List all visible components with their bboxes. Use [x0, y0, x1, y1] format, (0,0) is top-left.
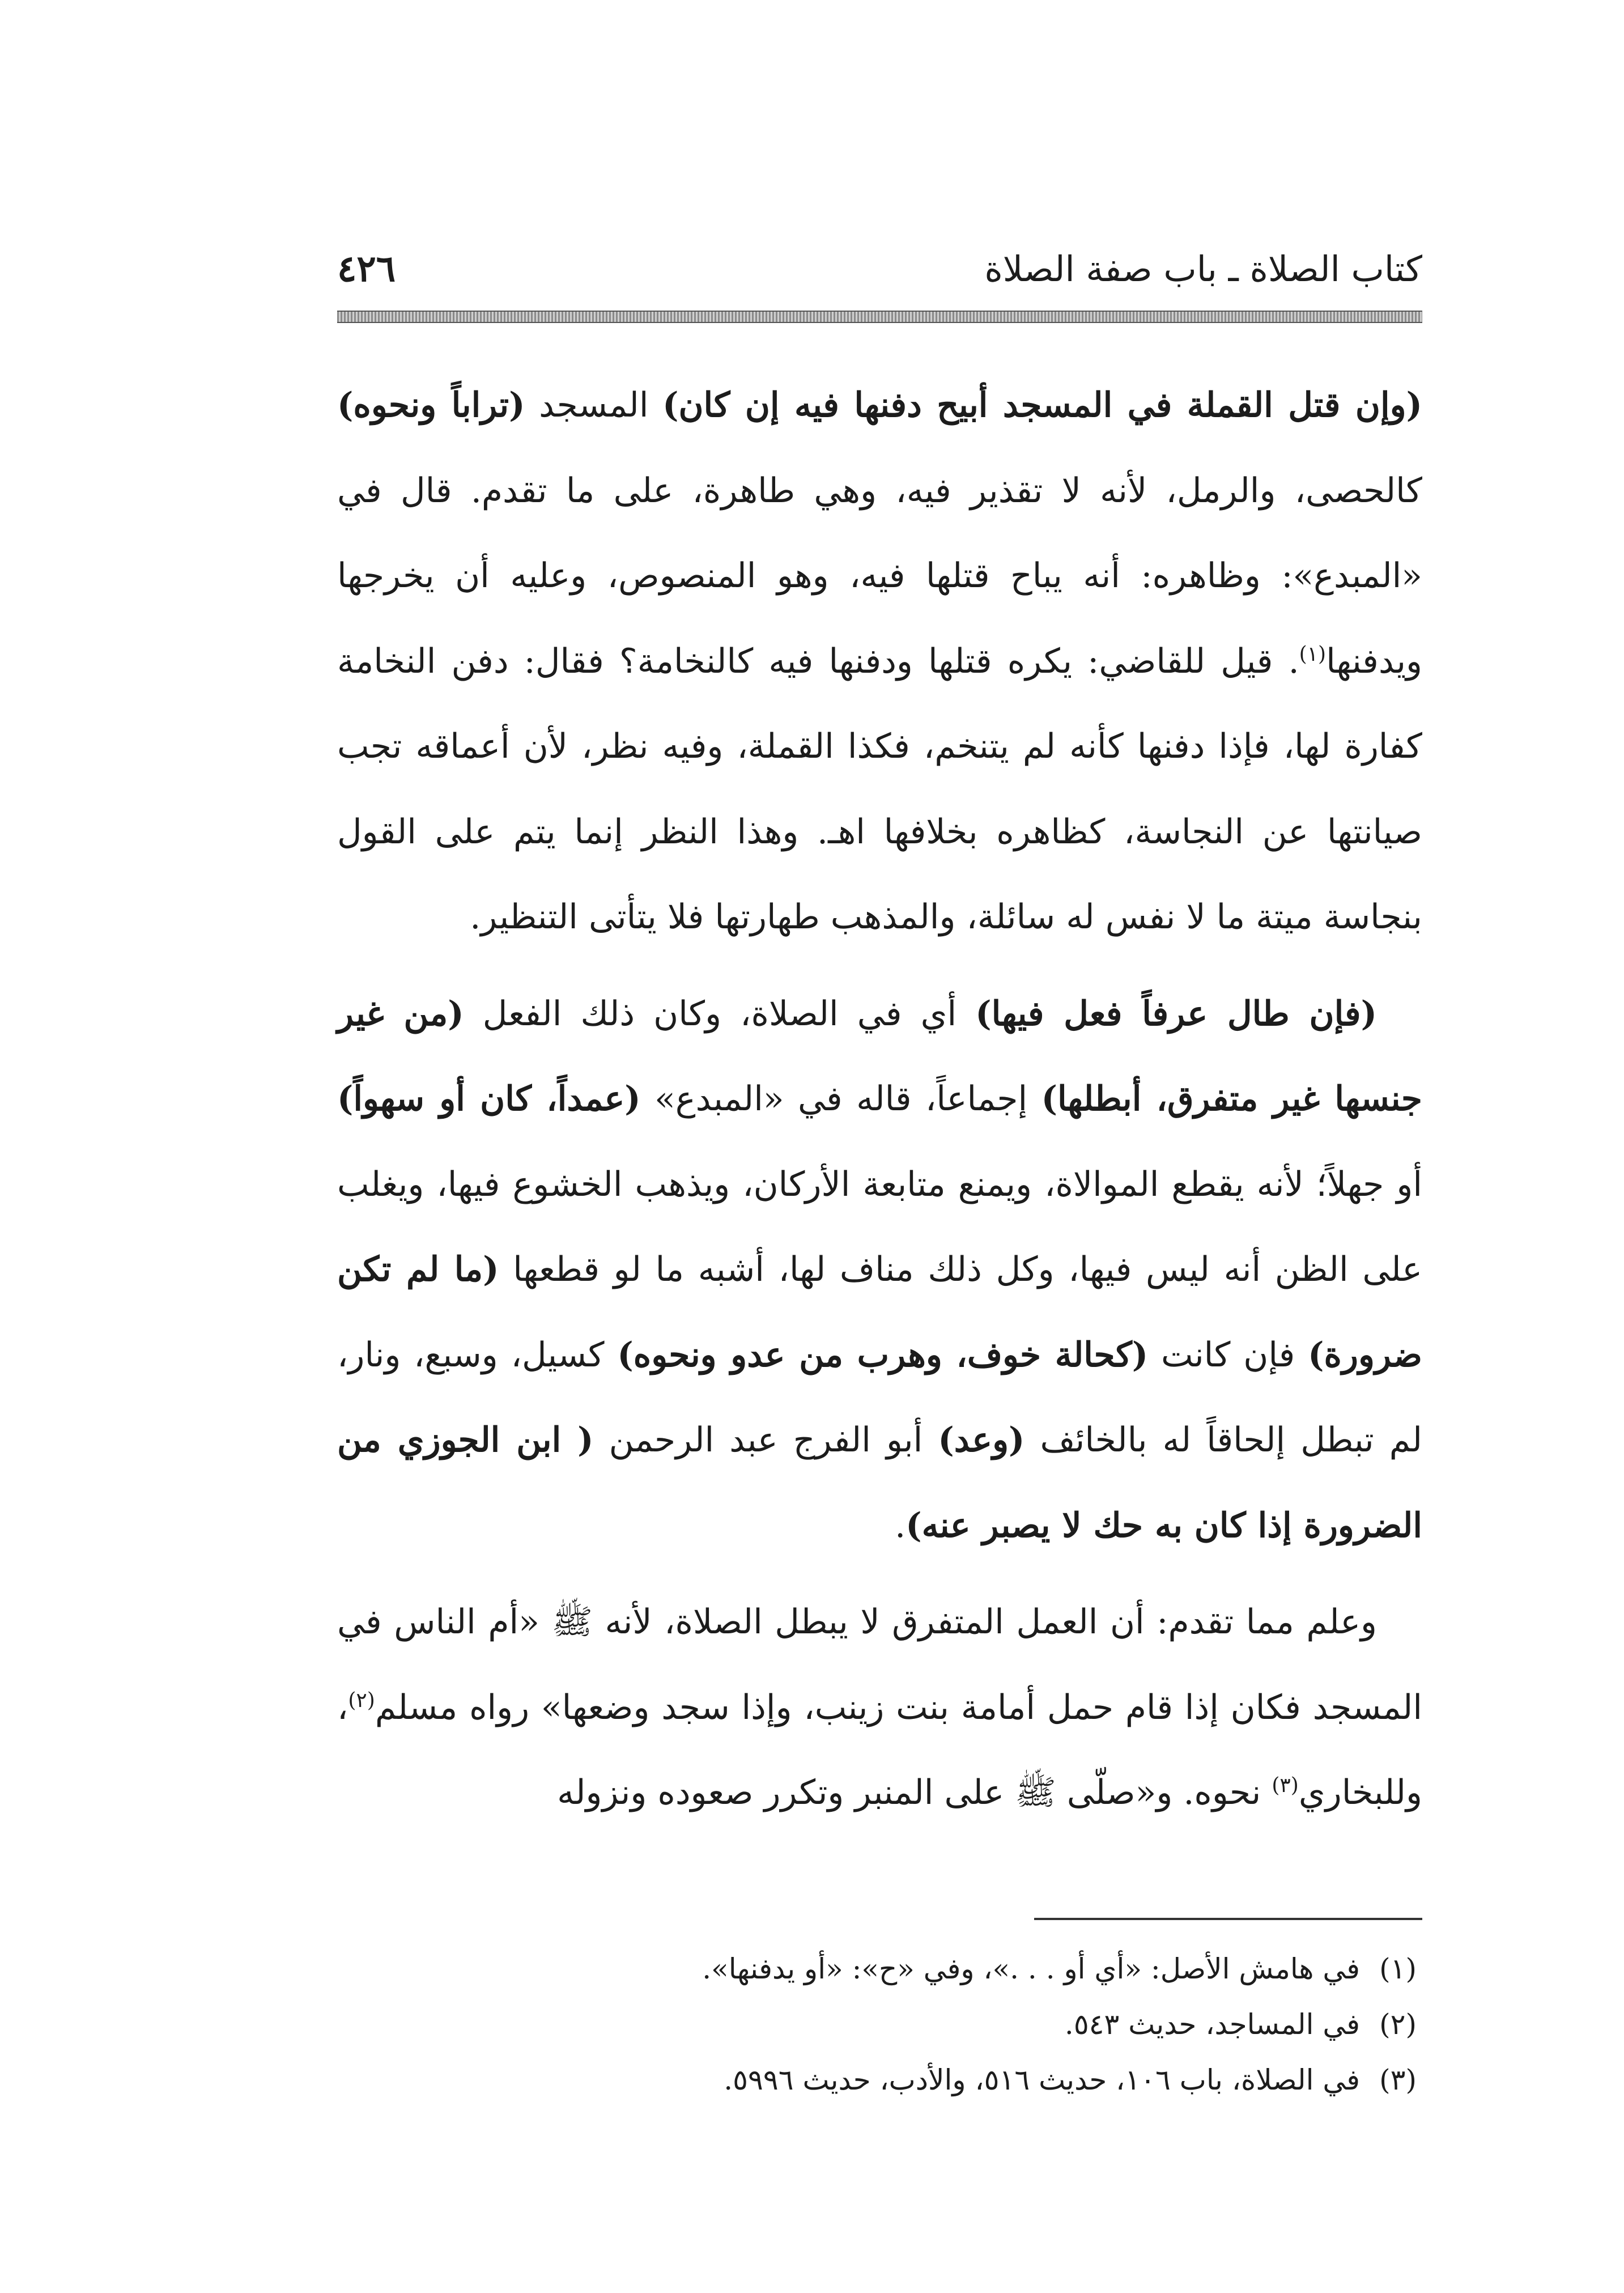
- bold-text: (تراباً ونحوه): [337, 385, 525, 425]
- paragraph-3: [337, 1579, 1422, 1836]
- footnote-1: [337, 1941, 1422, 1997]
- running-title: كتاب الصلاة ـ باب صفة الصلاة: [984, 248, 1422, 290]
- paragraph-2: [337, 971, 1422, 1569]
- text-run: كسيل، وسبع، ونار، لم تبطل إلحاقاً له بالخائف: [337, 1335, 1422, 1460]
- paragraph-1: [337, 363, 1422, 960]
- page-number: ٤٢٦: [337, 248, 396, 290]
- bold-text: (كحالة خوف، وهرب من عدو ونحوه): [617, 1335, 1149, 1375]
- bold-text: (ما لم تكن ضرورة): [337, 1250, 1422, 1375]
- text-run: فإن كانت: [1148, 1335, 1308, 1375]
- footnote-ref[interactable]: (١): [1299, 642, 1327, 666]
- footnote-text: في هامش الأصل: «أي أو . . .»، وفي «ح»: «أو يدفنها».: [702, 1952, 1360, 1985]
- footnote-text: في المساجد، حديث ٥٤٣.: [1064, 2008, 1360, 2041]
- bold-text: (فإن طال عرفاً فعل فيها): [975, 993, 1377, 1034]
- text-run: نحوه. و«صلّى ﷺ على المنبر وتكرر صعوده ونزوله: [557, 1773, 1272, 1812]
- text-run: وعلم مما تقدم: أن العمل المتفرق لا يبطل الصلاة، لأنه ﷺ «أم الناس في المسجد فكان إذا قام حمل أمامة بنت زينب، وإذا سجد وضعها» رواه مسلم: [337, 1602, 1422, 1727]
- footnote-mark: (٢): [1379, 2008, 1417, 2041]
- text-run: أي في الصلاة، وكان ذلك الفعل: [464, 993, 976, 1034]
- body-text: [337, 363, 1422, 1836]
- text-run: .: [895, 1505, 906, 1545]
- text-run: كالحصى، والرمل، لأنه لا تقذير فيه، وهي طاهرة، على ما تقدم. قال في «المبدع»: وظاهره: أنه يباح قتلها فيه، وهو المنصوص، وعليه أن يخرجها ويدفنها: [337, 470, 1422, 681]
- footnote-mark: (١): [1379, 1952, 1417, 1985]
- bold-text: (من غير جنسها غير متفرق، أبطلها): [337, 993, 1423, 1119]
- text-run: أو جهلاً؛ لأنه يقطع الموالاة، ويمنع متابعة الأركان، ويذهب الخشوع فيها، ويغلب على الظن أنه ليس فيها، وكل ذلك مناف لها، أشبه ما لو قطعها: [337, 1164, 1422, 1289]
- running-header: [337, 238, 1422, 306]
- bold-text: (وعد): [938, 1420, 1025, 1460]
- header-rule: [337, 311, 1422, 323]
- footnote-2: [337, 1997, 1422, 2052]
- bold-text: (وإن قتل القملة في المسجد أبيح دفنها فيه إن كان): [662, 385, 1422, 425]
- footnote-rule: [1034, 1918, 1422, 1920]
- footnote-mark: (٣): [1379, 2063, 1417, 2096]
- text-run: أبو الفرج عبد الرحمن: [593, 1420, 938, 1460]
- footnote-3: [337, 2052, 1422, 2108]
- text-run: ، وللبخاري: [337, 1687, 1422, 1812]
- text-run: . قيل للقاضي: يكره قتلها ودفنها فيه كالنخامة؟ فقال: دفن النخامة كفارة لها، فإذا دفنها كأنه لم يتنخم، فكذا القملة، وفيه نظر، لأن أعماقه تجب صيانتها عن النجاسة، كظاهره بخلافها اهـ. وهذا النظر إنما يتم على القول بنجاسة ميتة ما لا نفس له سائلة، والمذهب طهارتها فلا يتأتى التنظير.: [337, 641, 1423, 937]
- footnote-text: في الصلاة، باب ١٠٦، حديث ٥١٦، والأدب، حديث ٥٩٩٦.: [724, 2063, 1360, 2096]
- footnote-ref[interactable]: (٣): [1272, 1774, 1299, 1797]
- footnotes: [337, 1941, 1422, 2108]
- bold-text: (عمداً، كان أو سهواً): [337, 1079, 641, 1119]
- text-run: المسجد: [525, 385, 663, 425]
- bold-text: ( ابن الجوزي من الضرورة إذا كان به حك لا يصبر عنه): [337, 1420, 1422, 1545]
- text-run: إجماعاً، قاله في «المبدع»: [640, 1079, 1041, 1119]
- footnote-ref[interactable]: (٢): [348, 1688, 375, 1712]
